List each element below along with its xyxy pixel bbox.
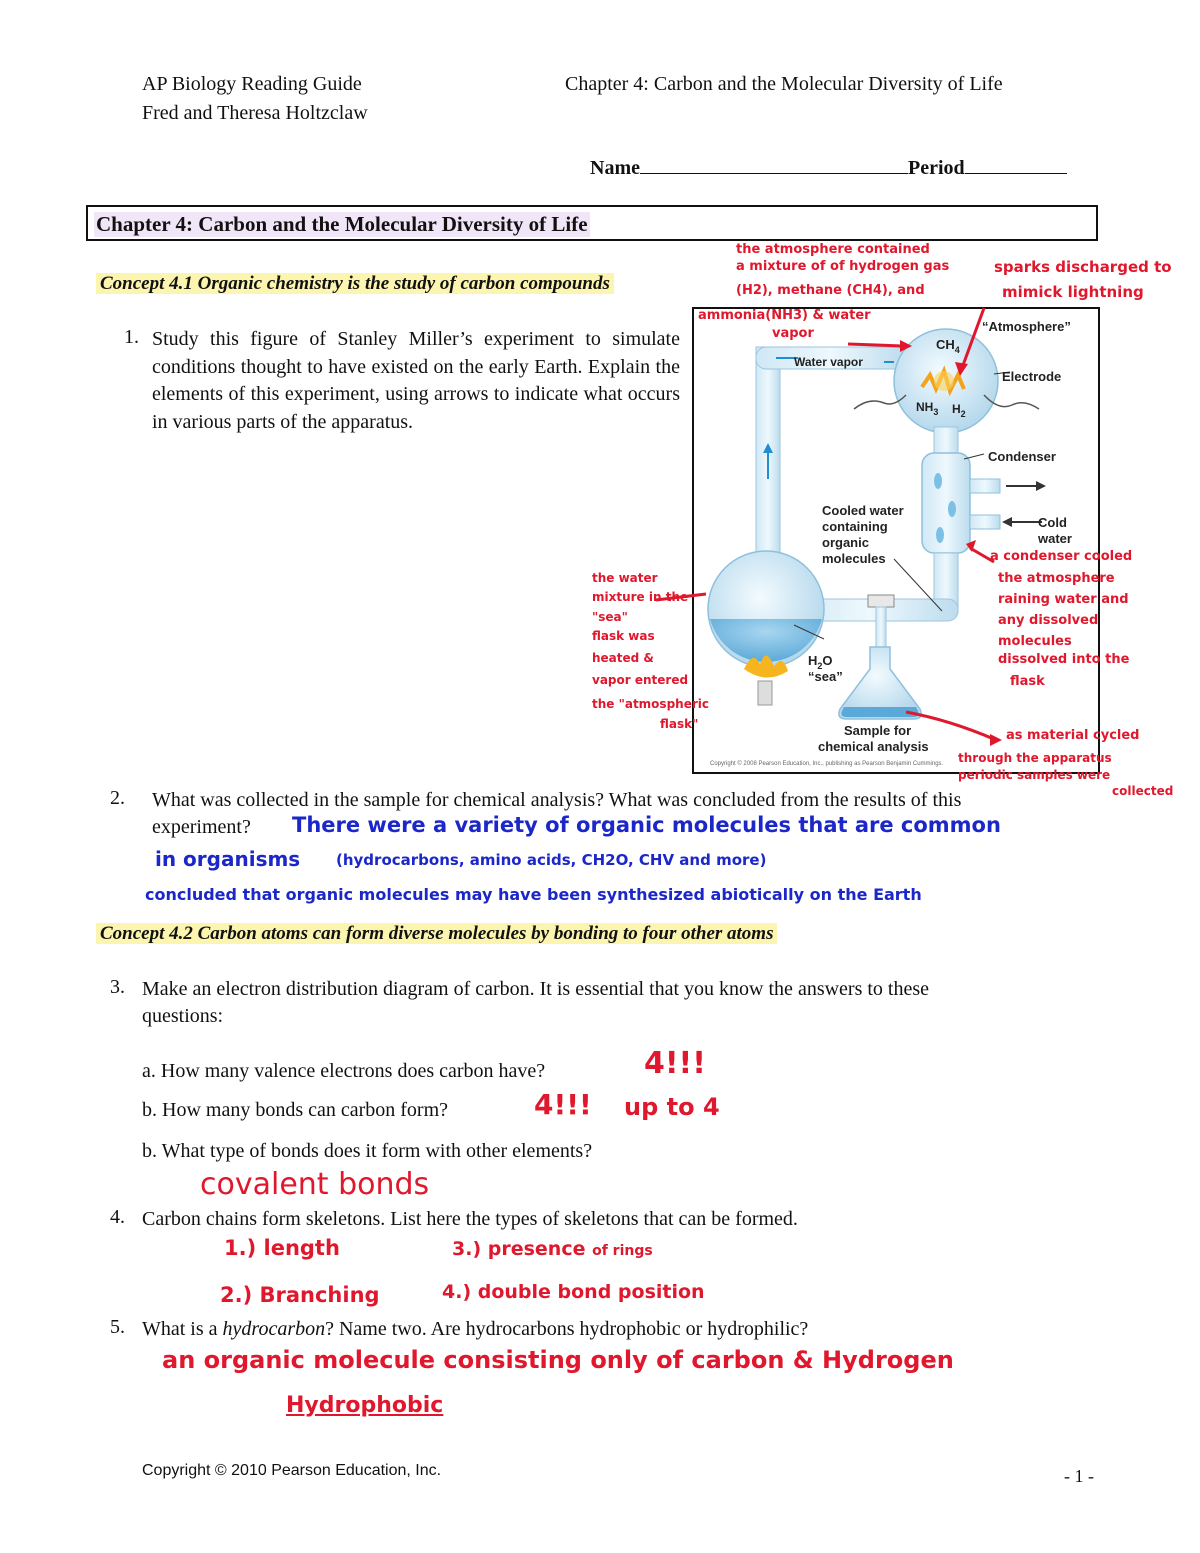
period-label: Period — [907, 157, 965, 179]
note-atmosphere-5: vapor — [772, 326, 814, 341]
note-atmosphere-2: a mixture of of hydrogen gas — [736, 259, 950, 274]
figure-copyright: Copyright © 2008 Pearson Education, Inc., publishing as Pearson Benjamin Cummings. — [710, 761, 944, 767]
q1-text: Study this figure of Stanley Miller’s experiment to simulate conditions thought to have existed on the early Earth. Explain the elements of this experiment, using arrows to indicate what occurs in various parts of the apparatus. — [152, 328, 680, 433]
page-number: - 1 - — [1064, 1466, 1094, 1486]
note-water-2: mixture in the — [592, 590, 689, 604]
label-electrode: Electrode — [1002, 369, 1062, 384]
q5-text: What is a hydrocarbon? Name two. Are hydrocarbons hydrophobic or hydrophilic? — [142, 1318, 809, 1340]
note-water-6: vapor entered — [592, 673, 689, 687]
note-condenser-4: any dissolved — [998, 613, 1099, 628]
note-cycle-1: as material cycled — [1006, 728, 1140, 743]
label-atmosphere: “Atmosphere” — [982, 319, 1071, 334]
q3b-text: b. How many bonds can carbon form? — [142, 1099, 449, 1121]
label-sample-2: chemical analysis — [818, 739, 929, 754]
note-water-3: "sea" — [592, 610, 628, 624]
note-cycle-3: periodic samples were — [958, 768, 1111, 782]
footer-copyright: Copyright © 2010 Pearson Education, Inc. — [142, 1462, 442, 1479]
q4-answer-1: 1.) length — [224, 1236, 340, 1260]
q3a-text: a. How many valence electrons does carbon have? — [142, 1060, 546, 1082]
q4-text: Carbon chains form skeletons. List here the types of skeletons that can be formed. — [142, 1208, 798, 1230]
header-chapter: Chapter 4: Carbon and the Molecular Diversity of Life — [565, 73, 1003, 95]
label-cooled-4: molecules — [822, 551, 886, 566]
header-authors: Fred and Theresa Holtzclaw — [142, 102, 368, 124]
note-condenser-3: raining water and — [998, 592, 1129, 607]
note-condenser-5: molecules — [998, 634, 1072, 649]
label-condenser: Condenser — [988, 449, 1056, 464]
concept-4-2-text: Concept 4.2 Carbon atoms can form diverse molecules by bonding to four other atoms — [96, 923, 777, 944]
concept-4-2-heading — [96, 923, 777, 945]
note-water-1: the water — [592, 571, 658, 585]
q1-number: 1. — [124, 326, 139, 348]
q2-line2: experiment? — [152, 816, 251, 838]
note-condenser-6: dissolved into the — [998, 652, 1130, 667]
q3c-answer: covalent bonds — [200, 1167, 430, 1202]
q2-answer-3: concluded that organic molecules may have been synthesized abiotically on the Earth — [145, 885, 922, 904]
q3b-answer-1: 4!!! — [534, 1088, 592, 1121]
note-condenser-1: a condenser cooled — [990, 549, 1133, 564]
note-atmosphere-4: ammonia(NH3) & water — [698, 308, 871, 323]
q3-line1: Make an electron distribution diagram of carbon. It is essential that you know the answers to these — [142, 978, 930, 1000]
q5-answer-2: Hydrophobic — [286, 1393, 444, 1418]
q4-answer-4: 4.) double bond position — [442, 1281, 705, 1303]
q3-number: 3. — [110, 976, 125, 998]
q2-answer-2: in organisms — [155, 847, 301, 871]
q5-answer-1: an organic molecule consisting only of carbon & Hydrogen — [162, 1346, 954, 1374]
q3a-answer: 4!!! — [644, 1046, 706, 1081]
label-sample-1: Sample for — [844, 723, 912, 738]
note-condenser-2: the atmosphere — [998, 571, 1115, 586]
concept-4-1-text: Concept 4.1 Organic chemistry is the study of carbon compounds — [96, 273, 614, 294]
label-h2o: $H_2O$ — [808, 653, 833, 671]
label-sea: “sea” — [808, 669, 843, 684]
arrow-to-atmosphere — [848, 344, 902, 346]
label-cooled-2: containing — [822, 519, 888, 534]
label-nh3: $NH_3$ — [916, 400, 939, 417]
q3-line2: questions: — [142, 1005, 224, 1027]
label-water: water — [1038, 531, 1072, 546]
arrow-to-spark — [962, 308, 984, 368]
q2-answer-2b: (hydrocarbons, amino acids, CH2O, CHV and more) — [336, 851, 767, 869]
note-atmosphere-1: the atmosphere contained — [736, 242, 930, 257]
name-label: Name — [590, 157, 640, 179]
q2-line1: What was collected in the sample for chemical analysis? What was concluded from the results of this — [152, 789, 962, 811]
label-cooled-3: organic — [822, 535, 869, 550]
q2-number: 2. — [110, 787, 125, 809]
q3b-answer-2: up to 4 — [624, 1093, 720, 1121]
q4-answer-2: 2.) Branching — [220, 1283, 380, 1307]
note-water-4: flask was — [592, 629, 655, 643]
note-cycle-4: collected — [1112, 784, 1174, 798]
label-cooled-1: Cooled water — [822, 503, 904, 518]
note-water-7: the "atmospheric — [592, 697, 709, 711]
label-ch4: $CH_4$ — [936, 337, 960, 355]
q5-number: 5. — [110, 1316, 125, 1338]
q3c-text: b. What type of bonds does it form with other elements? — [142, 1140, 593, 1162]
note-cycle-2: through the apparatus — [958, 751, 1112, 765]
arrow-to-sea — [656, 594, 706, 600]
label-h2: $H_2$ — [952, 402, 966, 419]
note-water-8: flask" — [660, 717, 699, 731]
arrow-to-condenser — [970, 548, 994, 562]
note-condenser-7: flask — [1010, 674, 1045, 689]
q4-number: 4. — [110, 1206, 125, 1228]
note-spark-2: mimick lightning — [1002, 283, 1144, 301]
header-guide-title: AP Biology Reading Guide — [142, 73, 362, 95]
chapter-title: Chapter 4: Carbon and the Molecular Diversity of Life — [96, 212, 588, 236]
note-water-5: heated & — [592, 651, 654, 665]
q5-term: hydrocarbon — [222, 1318, 326, 1340]
q2-answer-1: There were a variety of organic molecules that are common — [292, 813, 1001, 837]
q4-answer-3: 3.) presence of rings — [452, 1238, 653, 1260]
note-atmosphere-3: (H2), methane (CH4), and — [736, 283, 925, 298]
arrow-to-sample — [906, 712, 996, 740]
label-cold: Cold — [1038, 515, 1067, 530]
label-water-vapor: Water vapor — [794, 355, 863, 369]
note-spark-1: sparks discharged to — [994, 258, 1172, 276]
